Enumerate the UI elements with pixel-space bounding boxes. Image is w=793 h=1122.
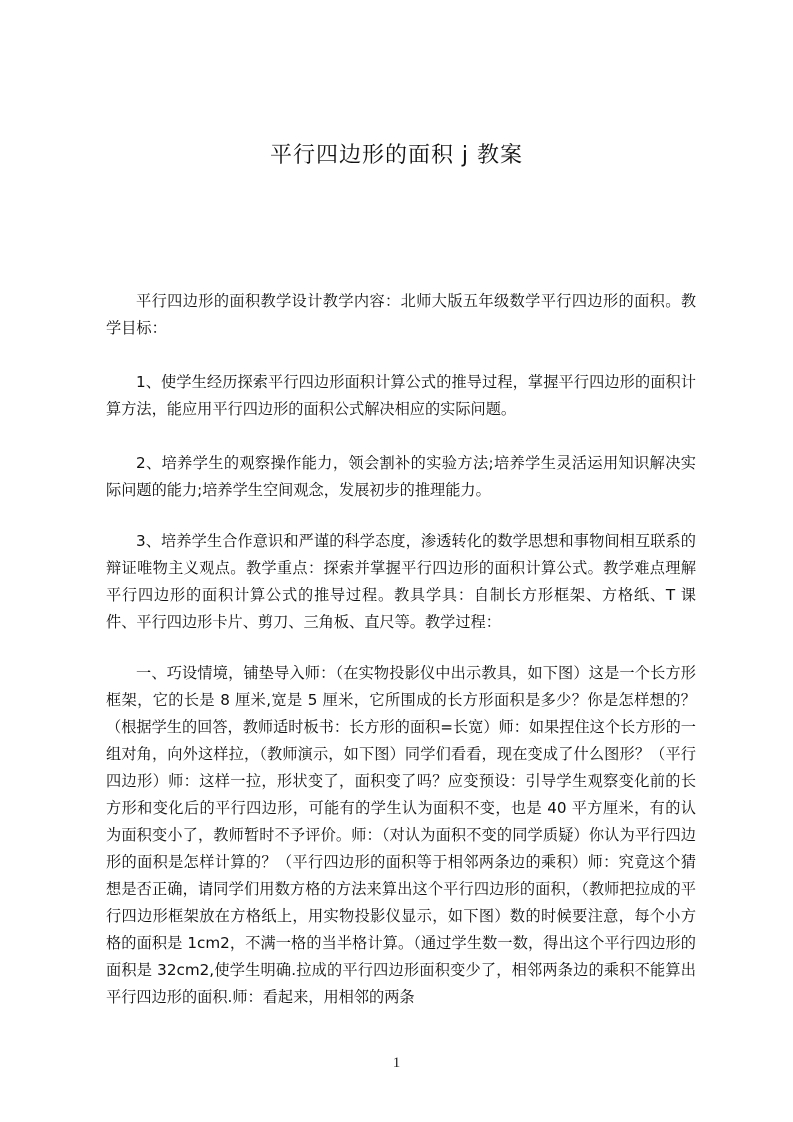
paragraph-goal-2: 2、培养学生的观察操作能力，领会割补的实验方法;培养学生灵活运用知识解决实际问题的能力;培养学生空间观念，发展初步的推理能力。	[106, 454, 696, 499]
document-body-process	[106, 660, 696, 1011]
page-number: 1	[392, 1055, 401, 1071]
document-body-goal-1	[106, 369, 696, 423]
document-body	[106, 288, 696, 342]
paragraph-goal-1: 1、使学生经历探索平行四边形面积计算公式的推导过程，掌握平行四边形的面积计算方法，能应用平行四边形的面积公式解决相应的实际问题。	[106, 373, 696, 418]
paragraph-intro: 平行四边形的面积教学设计教学内容：北师大版五年级数学平行四边形的面积。教学目标：	[106, 292, 696, 337]
document-body-goal-3	[106, 528, 696, 636]
paragraph-goal-3: 3、培养学生合作意识和严谨的科学态度，渗透转化的数学思想和事物间相互联系的辩证唯物主义观点。教学重点：探索并掌握平行四边形的面积计算公式。教学难点理解平行四边形的面积计算公式的推导过程。教具学具：自制长方形框架、方格纸、T 课件、平行四边形卡片、剪刀、三角板、直尺等。教学过程：	[106, 532, 696, 631]
document-title: 平行四边形的面积 j 教案	[269, 143, 524, 168]
paragraph-teaching-process: 一、巧设情境，铺垫导入师：（在实物投影仪中出示教具，如下图）这是一个长方形框架，它的长是 8 厘米,宽是 5 厘米，它所围成的长方形面积是多少？你是怎样想的？（根据学生的回答，教师适时板书：长方形的面积=长宽）师：如果捏住这个长方形的一组对角，向外这样拉，（教师演示，如下图）同学们看看，现在变成了什么图形？（平行四边形）师：这样一拉，形状变了，面积变了吗？应变预设：引导学生观察变化前的长方形和变化后的平行四边形，可能有的学生认为面积不变，也是 40 平方厘米，有的认为面积变小了，教师暂时不予评价。师：（对认为面积不变的同学质疑）你认为平行四边形的面积是怎样计算的？（平行四边形的面积等于相邻两条边的乘积）师：究竟这个猜想是否正确，请同学们用数方格的方法来算出这个平行四边形的面积，（教师把拉成的平行四边形框架放在方格纸上，用实物投影仪显示，如下图）数的时候要注意，每个小方格的面积是 1cm2，不满一格的当半格计算。（通过学生数一数，得出这个平行四边形的面积是 32cm2,使学生明确.拉成的平行四边形面积变少了，相邻两条边的乘积不能算出平行四边形的面积.师：看起来，用相邻的两条	[106, 664, 696, 1006]
document-body-goal-2	[106, 450, 696, 504]
